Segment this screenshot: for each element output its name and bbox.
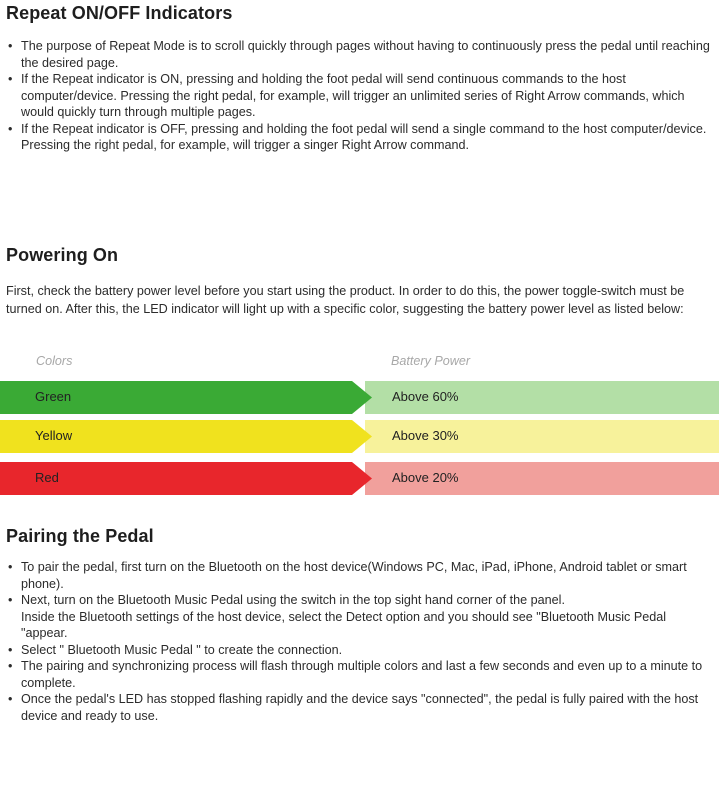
list-item-continuation: Inside the Bluetooth settings of the host device, select the Detect option and you should see "Bluetooth Music Pedal "appear. (21, 609, 667, 640)
powering-paragraph: First, check the battery power level before you start using the product. In order to do this, the power toggle-switch must be turned on. After this, the LED indicator will light up with a specific color, suggesting the battery power level as listed below: (6, 284, 685, 316)
list-item-text: Once the pedal's LED has stopped flashing rapidly and the device says "connected", the pedal is fully paired with the host device and ready to use. (21, 692, 699, 723)
list-item: • Once the pedal's LED has stopped flashing rapidly and the device says "connected", the pedal is fully paired with the host device and ready to use. (8, 692, 699, 723)
list-item: • The pairing and synchronizing process will flash through multiple colors and last a few seconds and even up to a minute to complete. (8, 659, 703, 690)
pairing-heading: Pairing the Pedal (6, 526, 154, 546)
color-name: Green (35, 389, 72, 404)
list-item-text: If the Repeat indicator is OFF, pressing and holding the foot pedal will send a single command to the host computer/device. Pressing the right pedal, for example, will trigger a singer Right Arrow command. (21, 121, 707, 152)
list-item: • If the Repeat indicator is ON, pressing and holding the foot pedal will send continuous commands to the host computer/device. Pressing the right pedal, for example, will trigger an unlimited series of Right Arrow commands, which would quickly turn through multiple pages. (8, 72, 685, 119)
battery-table-header (0, 352, 719, 372)
pairing-bullet-list (0, 559, 715, 724)
powering-heading: Powering On (6, 245, 119, 265)
list-item: • Select " Bluetooth Music Pedal " to create the connection. (8, 642, 343, 657)
color-name: Yellow (35, 428, 73, 443)
color-name: Red (35, 470, 59, 485)
repeat-heading: Repeat ON/OFF Indicators (6, 3, 233, 23)
list-item: • Next, turn on the Bluetooth Music Pedal using the switch in the top sight hand corner of the panel. Inside the Bluetooth settings of the host device, select the Detect option and you should see "Bluetooth Music Pedal "appear. (0, 592, 715, 642)
list-item: • The purpose of Repeat Mode is to scroll quickly through pages without having to continuously press the pedal until reaching the desired page. (8, 39, 710, 70)
list-item: • If the Repeat indicator is OFF, pressing and holding the foot pedal will send a single command to the host computer/device. Pressing the right pedal, for example, will trigger a singer Right Arrow command. (8, 121, 707, 152)
list-item-text: If the Repeat indicator is ON, pressing and holding the foot pedal will send continuous commands to the host computer/device. Pressing the right pedal, for example, will trigger an unlimited series of Right Arrow commands, which would quickly turn through multiple pages. (21, 72, 685, 119)
battery-level: Above 20% (392, 470, 459, 485)
list-item: • To pair the pedal, first turn on the Bluetooth on the host device(Windows PC, Mac, iPad, iPhone, Android tablet or smart phone). (8, 560, 687, 591)
battery-level: Above 60% (392, 389, 459, 404)
list-item-text: The purpose of Repeat Mode is to scroll quickly through pages without having to continuously press the pedal until reaching the desired page. (21, 39, 710, 70)
list-item-text: The pairing and synchronizing process will flash through multiple colors and last a few seconds and even up to a minute to complete. (21, 659, 703, 690)
colors-column-header: Colors (36, 354, 73, 368)
battery-row-yellow (0, 420, 719, 453)
battery-row-red (0, 462, 719, 495)
list-item-text: Next, turn on the Bluetooth Music Pedal using the switch in the top sight hand corner of the panel. (21, 593, 565, 607)
list-item-text: Select " Bluetooth Music Pedal " to create the connection. (21, 642, 343, 657)
repeat-bullet-list (0, 38, 715, 154)
battery-column-header: Battery Power (391, 354, 471, 368)
battery-level: Above 30% (392, 428, 459, 443)
list-item-text: To pair the pedal, first turn on the Bluetooth on the host device(Windows PC, Mac, iPad, iPhone, Android tablet or smart phone). (21, 560, 687, 591)
battery-row-green (0, 381, 719, 414)
